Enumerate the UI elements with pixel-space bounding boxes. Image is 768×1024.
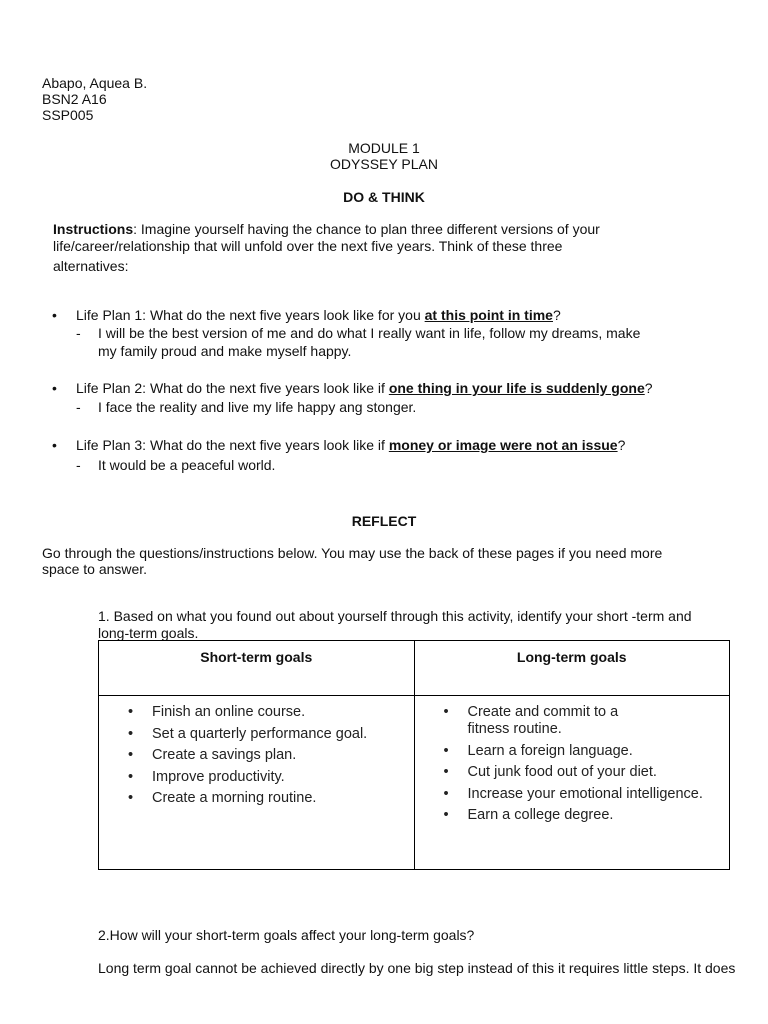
life-plan-3 [76,437,625,454]
short-term-cell [99,696,415,870]
list-item: • Create a morning routine. [100,790,413,807]
list-item: • Create a savings plan. [100,747,413,764]
instructions-line-2: life/career/relationship that will unfold over the next five years. Think of these three [53,238,563,254]
life-plan-1-answer-1: I will be the best version of me and do what I really want in life, follow my dreams, make [98,325,641,341]
instructions-line-3: alternatives: [53,258,129,274]
list-item: • Earn a college degree. [416,807,659,824]
module-title: MODULE 1 [348,140,420,156]
list-item: • Create and commit to a fitness routine. [416,704,659,738]
life-plan-1-suffix: ? [552,307,561,323]
answer-2: Long term goal cannot be achieved directly by one big step instead of this it requires little steps. It does [98,960,736,976]
instructions-line-1 [53,221,600,238]
life-plan-2-suffix: ? [644,380,653,396]
life-plan-2-emphasis: one thing in your life is suddenly gone [388,380,645,396]
bullet-icon: • [52,307,57,323]
goals-table [98,640,730,870]
long-term-cell [414,696,730,870]
short-term-header: Short-term goals [99,641,415,696]
reflect-heading: REFLECT [351,513,417,529]
list-item: • Increase your emotional intelligence. [416,786,659,803]
long-term-list [416,704,729,824]
student-name: Abapo, Aquea B. [42,75,148,91]
plan-title: ODYSSEY PLAN [330,156,438,172]
reflect-intro-1: Go through the questions/instructions below. You may use the back of these pages if you need more [42,545,663,561]
life-plan-2 [76,380,653,397]
reflect-intro-2: space to answer. [42,561,148,577]
life-plan-3-suffix: ? [617,437,626,453]
dash-icon: - [76,399,81,415]
life-plan-1-answer-2: my family proud and make myself happy. [98,343,352,359]
life-plan-1 [76,307,561,324]
life-plan-3-prefix: Life Plan 3: What do the next five years look like if [76,437,389,453]
question-1-line-2: long-term goals. [98,625,199,641]
instructions-label: Instructions [53,221,134,237]
do-think-heading: DO & THINK [343,189,425,205]
list-item: • Set a quarterly performance goal. [100,726,413,743]
list-item: • Finish an online course. [100,704,413,721]
bullet-icon: • [52,437,57,453]
list-item: • Learn a foreign language. [416,743,659,760]
life-plan-3-emphasis: money or image were not an issue [388,437,618,453]
dash-icon: - [76,457,81,473]
short-term-list [100,704,413,807]
question-1-line-1: 1. Based on what you found out about yourself through this activity, identify your short -term and [98,608,692,624]
life-plan-2-prefix: Life Plan 2: What do the next five years look like if [76,380,389,396]
life-plan-1-prefix: Life Plan 1: What do the next five years look like for you [76,307,425,323]
dash-icon: - [76,325,81,341]
course-code: SSP005 [42,107,94,123]
list-item: • Improve productivity. [100,769,413,786]
life-plan-1-emphasis: at this point in time [424,307,553,323]
long-term-header: Long-term goals [414,641,730,696]
instructions-text-1: : Imagine yourself having the chance to plan three different versions of your [133,221,600,237]
bullet-icon: • [52,380,57,396]
life-plan-2-answer-1: I face the reality and live my life happy ang stonger. [98,399,417,415]
student-section: BSN2 A16 [42,91,107,107]
list-item: • Cut junk food out of your diet. [416,764,659,781]
life-plan-3-answer-1: It would be a peaceful world. [98,457,276,473]
question-2: 2.How will your short-term goals affect your long-term goals? [98,927,475,943]
